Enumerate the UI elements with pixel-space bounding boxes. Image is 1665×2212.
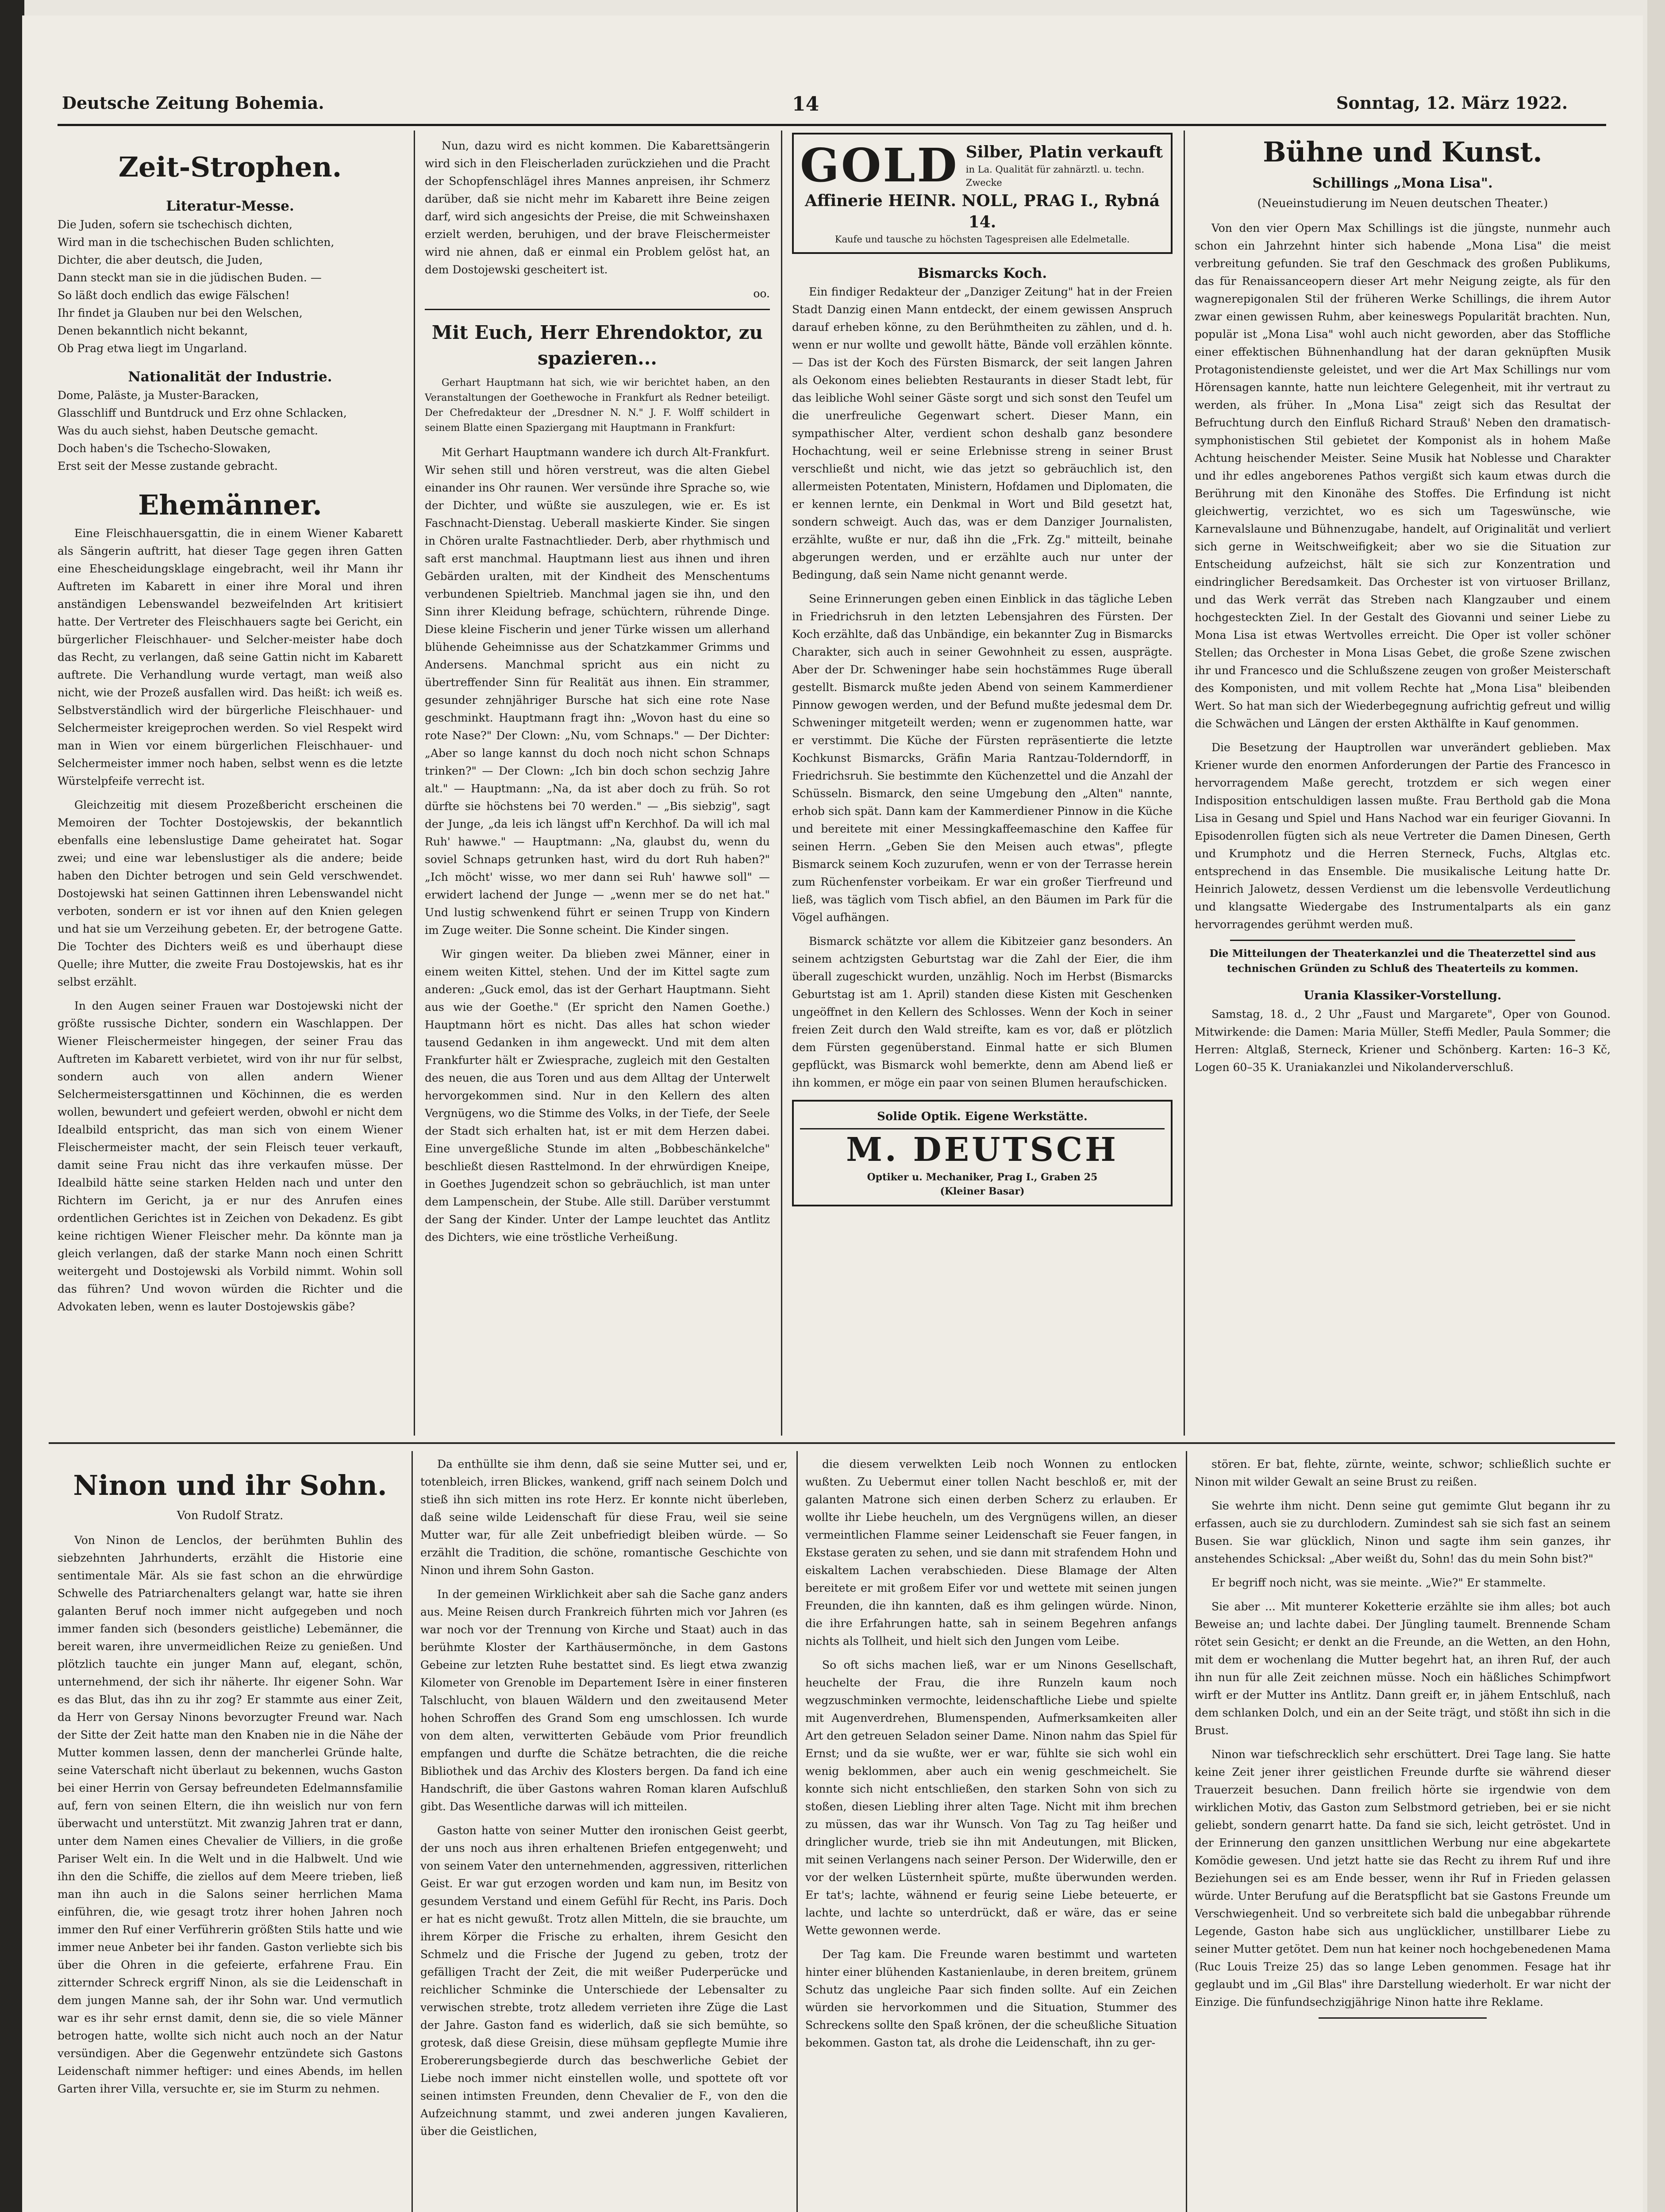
story-title-ninon: Ninon und ihr Sohn. [73,1469,387,1502]
review-paragraph: Von den vier Opern Max Schillings ist die jüngste, nunmehr auch schon ein Jahrzehnt hinter sich habende „Mona Lisa" die meist verbreitung gefunden. Sie traf den Geschmack des großen Publikums, das für Renaissanceopern dieser Art mehr Neigung zeigte, als für den wagnerepigonalen Stil der früheren Werke Schillings, die ihrem Autor zwar einen gewissen Ruhm, aber keineswegs Popularität brachten. Nun, populär ist „Mona Lisa" wohl auch nicht geworden, aber das Stoffliche einer effektischen Bühnenhandlung hat der daran geknüpften Musik Protagonistendienste geleistet, und wer die Art Max Schillings nur vom Hörensagen kannte, hatte nun leichtere Gelegenheit, mit ihr vertraut zu werden, als früher. In „Mona Lisa" zeigt sich das Resultat der Befruchtung durch den Einfluß Richard Strauß' Neben den dramatisch-symphonistischen Stil gebietet der Komponist als in hohem Maße Achtung heischender Meister. Seine Musik hat Noblesse und Charakter und ihr edles angeborenes Pathos vergißt sich kaum etwas durch die Berührung mit den Kinonähe des Stoffes. Die Erfindung ist nicht gleichwertig, verzichtet, wo es sich um Tageswünsche, wie Karnevalslaune und Bühnenzugabe, handelt, auf Originalität und verliert sich gerne in Weitschweifigkeit; aber wo sie die Situation zur Entscheidung aufzeichst, hält sie sich zur Konzentration und eindringlicher Beredsamkeit. Das Orchester ist von virtuoser Brillanz, und das Werk verrät das Streben nach Klangzauber und einem hochgesteckten Ziel. In der Gestalt des Giovanni und seiner Liebe zu Mona Lisa ist etwas Wertvolles erreicht. Die Oper ist voller schöner Stellen; das Orchester in Mona Lisas Gebet, die große Szene zwischen ihr und Francesco und die Schlußszene zeugen von großer Meisterschaft des Komponisten, und mit vollem Rechte hat „Mona Lisa" bleibenden Wert. So hat man sich der Wiederbegegnung aufrichtig gefreut und willig die Schwächen und Längen der ersten Akthälfte in Kauf genommen. [1195,222,1611,730]
column-zeit-strophen [58,137,403,1436]
article-paragraph: Seine Erinnerungen geben einen Einblick in das tägliche Leben in Friedrichsruh in den letzten Lebensjahren des Fürsten. Der Koch erzählte, daß das Unbändige, ein bekannter Zug in Bismarcks Charakter, sich auch in seiner Gewohnheit zu essen, ausprägte. Aber der Dr. Schweninger habe sein hochstämmes Ruge überall gestellt. Bismarck mußte jeden Abend von seinem Kammerdiener Pinnow gewogen werden, und der Befund mußte jedesmal dem Dr. Schweninger mitgeteilt werden; wenn er zugenommen hatte, war er verstimmt. Die Küche der Fürsten repräsentierte die letzte Kochkunst Bismarcks, Gräfin Maria Rantzau-Tolderndorff, in Friedrichsruh. Sie bestimmte den Küchenzettel und die Anzahl der Schüsseln. Bismarck, den seine Umgebung den „Alten" nannte, erhob sich spät. Dann kam der Kammerdiener Pinnow in die Küche und bereitete mit einer Messingkaffeemaschine den Kaffee für seinen Herrn. „Geben Sie den Meisen auch etwas", pflegte Bismarck seinem Koch zuzurufen, wenn er von der Terrasse herein zum Rüchenfenster vorbeikam. Er war ein großer Tierfreund und ließ, was täglich vom Tisch abfiel, an den Bäumen im Park für die Vögel aufhängen. [792,592,1173,924]
feuilleton-column-3 [805,1455,1177,2212]
subheading-nationalitaet: Nationalität der Industrie. [128,369,332,385]
article-paragraph: Mit Gerhart Hauptmann wandere ich durch Alt-Frankfurt. Wir sehen still und hören verstreut, was die alten Giebel einander ins Ohr raunen. Wer versünde ihre Sprache so, wie der Dichter, und wüßte sie auszulegen, wie er. Es ist Faschnacht-Dienstag. Ueberall maskierte Kinder. Sie singen in Chören uralte Fastnachtlieder. Derb, aber rhythmisch und saft erst manchmal. Hauptmann liest aus ihnen und ihren Gebärden uralten, mit der Kindheit des Menschentums verbundenen Spieltrieb. Manchmal jagen sie ihn, und den Sinn ihrer Kleidung befrage, schüchtern, rührende Dinge. Diese kleine Fischerin und jener Türke wissen um allerhand blühende Geheimnisse aus der Schatzkammer Grimms und Andersens. Manchmal spricht aus ein nicht zu übertreffender Sinn für Realität aus ihnen. Ein strammer, gesunder zehnjähriger Bursche hat sich eine rote Nase geschminkt. Hauptmann fragt ihn: „Wovon hast du eine so rote Nase?" Der Clown: „Nu, vom Schnaps." — Der Dichter: „Aber so lange kannst du doch noch nicht schon Schnaps trinken?" — Der Clown: „Ich bin doch schon sechzig Jahre alt." — Hauptmann: „Na, da ist aber doch zu früh. So rot dürfte sie höchstens bei 70 werden." — „Bis siebzig", sagt der Junge, „da leis ich längst uff'n Kerchhof. Da will ich mal Ruh' hawwe." — Hauptmann: „Na, glaubst du, wenn du soviel Schnaps getrunken hast, wird du dort Ruh haben?" „Ich möcht' wisse, wo mer dann sei Ruh' hawwe soll" — erwidert lachend der Junge — „wenn mer se do net hat." Und lustig schwenkend führt er seinen Trupp von Kindern im Zuge weiter. Die Sonne scheint. Die Kinder singen. [425,446,770,937]
article-paragraph: Eine Fleischhauersgattin, die in einem Wiener Kabarett als Sängerin auftritt, hat dieser Tage gegen ihren Gatten eine Ehescheidungsklage eingebracht, weil ihr Mann ihr Auftreten im Kabarett in einer ihre Moral und ihren anständigen Lebenswandel bezweifelnden Art kritisiert hatte. Der Vertreter des Fleischhauers sagte bei Gericht, ein bürgerlicher Fleischhauer- und Selcher-meister habe doch das Recht, zu verlangen, daß seine Gattin nicht im Kabarett auftrete. Die Verhandlung wurde vertagt, man weiß also nicht, wie der Prozeß ausfallen wird. Das heißt: ich weiß es. Selbstverständlich wird der bürgerliche Fleischhauer- und Selchermeister kreigeprochen werden. So viel Respekt wird man in Wien vor einem bürgerlichen Fleischhauer- und Selchermeister immer noch haben, selbst wenn es die letzte Würstelpfeife verrecht ist. [58,527,403,787]
story-paragraph: Er begriff noch nicht, was sie meinte. „Wie?" Er stammelte. [1211,1576,1546,1589]
header-rule [58,124,1606,126]
optik-ad-slogan: Solide Optik. Eigene Werkstätte. [800,1108,1165,1129]
story-paragraph: Ninon war tiefschrecklich sehr erschüttert. Drei Tage lang. Sie hatte keine Zeit jener ihrer geistlichen Freunde durfte sie während dieser Trauerzeit besuchen. Dann freilich hörte sie irgendwie von dem wirklichen Motiv, das Gaston zum Selbstmord getrieben, bei er sie nicht geliebt, sondern genarrt hatte. Da fand sie sich, leicht getröstet. Und in der Erinnerung den ganzen unsittlichen Werbung nur eine abgekartete Komödie gewesen. Und jetzt hatte sie das Recht zu ihrem Ruf und ihre Beziehungen sei es am Ende besser, wenn ihr Ruf in Frieden gelassen würde. Unter Berufung auf die Beratspflicht bat sie Gastons Freunde um Verschwiegenheit. Und so verbreitete sich bald die unbegabbar rührende Legende, Gaston habe sich aus unglücklicher, unstillbarer Liebe zu seiner Mutter getötet. Dem nun hat keiner noch hochgebenedenen Mama (Ruc Louis Treize 25) das so lange Leben genommen. Fesage hat ihr geglaubt und im „Gil Blas" ihre Darstellung wiederholt. Er war nicht der Einzige. Die fünfundsechzigjährige Ninon hatte ihre Reklame. [1195,1748,1611,2008]
review-subtitle: (Neueinstudierung im Neuen deutschen Theater.) [1257,197,1548,210]
story-paragraph: Da enthüllte sie ihm denn, daß sie seine Mutter sei, und er, totenbleich, irren Blickes, wankend, griff nach seinem Dolch und stieß ihn sich mitten ins rote Herz. Er konnte nicht überleben, daß seine wilde Leidenschaft für diese Frau, weil sie seine Mutter war, für alle Zeit unbefriedigt bleiben würde. — So erzählt die Tradition, die schöne, romantische Geschichte von Ninon und ihrem Sohn Gaston. [420,1458,788,1577]
column-divider [796,1451,798,2212]
poem-literatur-messe: Die Juden, sofern sie tschechisch dichten, Wird man in die tschechischen Buden schlichten, Dichter, die aber deutsch, die Juden, Dann steckt man sie in die jüdischen Buden. — So läßt doch endlich das ewige Fälschen! Ihr findet ja Glauben nur bei den Welschen, Denen bekanntlich nicht bekannt, Ob Prag etwa liegt im Ungarland. [58,218,335,355]
article-intro: Gerhart Hauptmann hat sich, wie wir berichtet haben, an den Veranstaltungen der Goethewoche in Frankfurt als Redner beteiligt. Der Chefredakteur der „Dresdner N. N." J. F. Wolff schildert in seinem Blatte einen Spaziergang mit Hauptmann in Frankfurt: [425,377,770,434]
masthead-date: Sonntag, 12. März 1922. [1336,93,1568,113]
column-buehne-und-kunst [1195,133,1611,1436]
column-bismarck [792,133,1173,1436]
story-paragraph: Sie aber ... Mit munterer Koketterie erzählte sie ihm alles; bot auch Beweise an; und lachte dabei. Der Jüngling taumelt. Brennende Scham rötet sein Gesicht; er denkt an die Freunde, an die Wetten, an den Hohn, mit dem er wochenlang die Mutter begehrt hat, an ihren Ruf, der auch ihn nun für alle Zeit zeichnen müsse. Noch ein häßliches Schimpfwort wirft er der Mutter ins Antlitz. Dann greift er, in jähem Entschluß, nach dem schlanken Dolch, und ein an der Seite trägt, und stößt ihn sich in die Brust. [1195,1600,1611,1737]
review-title: Schillings „Mona Lisa". [1312,175,1493,191]
optik-ad-name: M. DEUTSCH [846,1131,1119,1169]
gold-ad-quality: in La. Qualität für zahnärztl. u. techn. Zwecke [965,164,1145,188]
subheading-literatur-messe: Literatur-Messe. [166,198,294,214]
story-paragraph: Sie wehrte ihm nicht. Denn seine gut gemimte Glut begann ihr zu erfassen, auch sie zu durchlodern. Zumindest sah sie sich fast an seinem Busen. Sie war glücklich, Ninon und sagte ihm sein ganzes, ihr anstehendes Schicksal: „Aber weißt du, Sohn! das du mein Sohn bist?" [1195,1499,1611,1565]
article-paragraph: Gleichzeitig mit diesem Prozeßbericht erscheinen die Memoiren der Tochter Dostojewskis, der bekanntlich ebenfalls eine lebenslustige Dame geheiratet hat. Sogar zwei; und eine war lebenslustiger als die andere; beide haben den Dichter betrogen und sein Geld verschwendet. Dostojewski hat seinen Gattinnen ihren Lebenswandel nicht verboten, sondern er ist vor ihnen auf den Knien gelegen und hat sie um Verzeihung gebeten. Er, der betrogene Gatte. Die Tochter des Dichters weiß es und überhaupt diese Quelle; ihre Mutter, die zweite Frau Dostojewskis, hat es ihr selbst erzählt. [58,799,403,988]
article-paragraph: In den Augen seiner Frauen war Dostojewski nicht der größte russische Dichter, sondern ein Waschlappen. Der Wiener Fleischermeister hingegen, der seiner Frau das Auftreten im Kabarett verbietet, wird von ihr nur für selbst, sondern auch von allen andern Wiener Selchermeistersgattinnen und Köchinnen, die es werden wollen, bewundert und gefeiert werden, obwohl er nicht dem Idealbild entspricht, das man sich von einem Wiener Fleischermeister macht, der sein Fleisch teuer verkauft, damit seine Frau nicht das ihre verkaufen müsse. Der Idealbild hätte seine starken Helden nach und unter den Richtern im Gericht, ja er nur des Anrufen eines ordentlichen Gerichtes ist in Zeichen von Dekadenz. Es gibt keine richtigen Wiener Fleischer mehr. Da könnte man ja gleich verlangen, daß der starke Mann noch einen Schritt weitergeht und Dostojewski als Vorbild nimmt. Wohin soll das führen? Und wovon würden die Richter und die Advokaten leben, wenn es lauter Dostojewskis gäbe? [58,999,403,1313]
page-number: 14 [792,93,819,115]
scan-right-edge [1647,0,1665,2212]
feuilleton-divider [49,1442,1615,1444]
feuilleton-column-2 [420,1455,788,2212]
column-divider [414,131,415,1436]
optik-advertisement [792,1100,1173,1206]
column-divider [411,1451,413,2212]
story-paragraph: Von Ninon de Lenclos, der berühmten Buhlin des siebzehnten Jahrhunderts, erzählt die Historie eine sentimentale Mär. Als sie fast schon an die ehrwürdige Schwelle des Patriarchenalters gelangt war, hatte sie ihren galanten Beruf noch immer nicht aufgegeben und noch immer fanden sich (besonders geistliche) Lebemänner, die bereit waren, ihre unvermeidlichen Reize zu genießen. Und plötzlich tauchte ein junger Mann auf, elegant, schön, unternehmend, der sich ihr näherte. Ihr eigener Sohn. War es das Blut, das ihn zu ihr zog? Er stammte aus einer Zeit, da Herr von Gersay Ninons bevorzugter Freund war. Nach der Sitte der Zeit hatte man den Knaben nie in die Nähe der Mutter kommen lassen, denn der mancherlei Gründe halte, seine Vaterschaft nicht überlaut zu bekennen, wuchs Gaston bei einer Herrin von Gersay befreundeten Edelmannsfamilie auf, fern von seinen Eltern, die ihn weislich nur von fern überwacht und unterstützt. Mit zwanzig Jahren trat er dann, unter dem Namen eines Chevalier de Villiers, in die große Pariser Welt ein. In die Welt und in die Halbwelt. Und wie ihn den die Schiffe, die ziellos auf dem Meere trieben, ließ man ihn auch in die Salons seiner herrlichen Mama einführen, die, wie gesagt trotz ihrer hohen Jahren noch immer den Ruf einer Verführerin größten Stils hatte und wie immer neue Anbeter bei ihr fanden. Gaston verliebte sich bis über die Ohren in die gefeierte, erfahrene Frau. Ein zitternder Schreck ergriff Ninon, als sie die Leidenschaft in dem jungen Manne sah, der ihr Sohn war. Und vermutlich war es ihr sehr ernst damit, denn sie, die so viele Männer betrogen hatte, wollte sich nicht auch noch an der Natur versündigen. Aber die Gegenwehr entzündete sich Gastons Leidenschaft nimmer heftiger: und eines Abends, im hellen Garten ihrer Villa, versuchte er, sie im Sturm zu nehmen. [58,1534,403,2095]
column-divider [1184,131,1185,1436]
gold-ad-header [800,138,1165,192]
urania-text: Samstag, 18. d., 2 Uhr „Faust und Margarete", Oper von Gounod. Mitwirkende: die Damen: Maria Müller, Steffi Medler, Paula Sommer; die Herren: Altglaß, Sterneck, Kriener und Schönberg. Karten: 16–3 Kč, Logen 60–35 K. Uraniakanzlei und Nikolanderverschluß. [1195,1008,1611,1074]
gold-ad-title: GOLD [800,138,959,192]
column-divider [1186,1451,1187,2212]
feuilleton-column-1 [58,1455,403,2212]
poem-nationalitaet: Dome, Paläste, ja Muster-Baracken, Glasschliff und Buntdruck und Erz ohne Schlacken, Was du auch siehst, haben Deutsche gemacht. Doch haben's die Tschecho-Slowaken, Erst seit der Messe zustande gebracht. [58,389,347,472]
optik-ad-location: (Kleiner Basar) [940,1186,1025,1197]
review-paragraph: Die Besetzung der Hauptrollen war unverändert geblieben. Max Kriener wurde den enormen Anforderungen der Partie des Francesco in hervorragendem Maße gerecht, trotzdem er sich wegen einer Indisposition entschuldigen lassen mußte. Frau Berthold gab die Mona Lisa in Gesang und Spiel und Hans Nachod war ein feuriger Giovanni. In Episodenrollen fügten sich als neue Vertreter die Damen Dinesen, Gerth und Krumphotz und die Herren Sterneck, Fuchs, Altglas etc. entsprechend in das Ensemble. Die musikalische Leitung hatte Dr. Heinrich Jalowetz, dessen Verdienst um die lebensvolle Verdeutlichung und klangsatte Wiedergabe des Instrumentalparts als ein ganz hervorragendes gerühmt werden muß. [1195,741,1611,931]
gold-ad-address: Affinerie HEINR. NOLL, PRAG I., Rybná 14. [805,192,1160,231]
article-paragraph: Ein findiger Redakteur der „Danziger Zeitung" hat in der Freien Stadt Danzig einen Mann entdeckt, der einem gewissen Anspruch darauf erheben könne, zu den Berühmtheiten zu zählen, und d. h. wenn er nur wollte und gewollt hätte, Bände voll erzählen könnte. — Das ist der Koch des Fürsten Bismarck, der seit langen Jahren als Oekonom eines beliebten Restaurants in dieser Stadt lebt, für das leibliche Wohl seiner Gäste sorgt und sich sonst den Teufel um die unerfreuliche Gegenwart schert. Dieser Mann, ein sympathischer Alter, verdient schon deshalb ganz besondere Hochachtung, weil er seine Erlebnisse streng in seiner Brust verschließt und nicht, wie das jetzt so gebräuchlich ist, den allermeisten Potentaten, Ministern, Hofdamen und Diplomaten, die er kennen lernte, ein Denkmal in Wort und Bild gesetzt hat, sondern schweigt. Auch das, was er dem Danziger Journalisten, erzählte, wußte er nur, daß ihn die „Frk. Zg." mitteilt, beinahe abgerungen werden, und er erzählte auch nur unter der Bedingung, daß sein Name nicht genannt werde. [792,285,1173,581]
article-title-ehrendoktor: Mit Euch, Herr Ehrendoktor, zu spazieren... [431,322,763,369]
story-byline: Von Rudolf Stratz. [177,1509,284,1522]
gold-ad-note: Kaufe und tausche zu höchsten Tagespreisen alle Edelmetalle. [834,234,1130,245]
article-title-bismarck: Bismarcks Koch. [917,265,1047,281]
masthead-left: Deutsche Zeitung Bohemia. [62,93,324,113]
column-ehrendoktor [425,137,770,1436]
story-paragraph: Der Tag kam. Die Freunde waren bestimmt und warteten hinter einer blühenden Kastanienlaube, in deren breitem, grünem Schutz das ungleiche Paar sich finden sollte. Auf ein Zeichen würden sie hervorkommen und die Situation, Stummer des Schreckens sollte den Spaß krönen, der die scheußliche Situation bekommen. Gaston tat, als drohe die Leidenschaft, ihn zu ger- [805,1948,1177,2049]
article-separator [425,309,770,310]
urania-title: Urania Klassiker-Vorstellung. [1304,989,1502,1002]
theater-notice: Die Mitteilungen der Theaterkanzlei und die Theaterzettel sind aus technischen Gründen zu Schluß des Theaterteils zu kommen. [1209,948,1596,975]
story-paragraph: In der gemeinen Wirklichkeit aber sah die Sache ganz anders aus. Meine Reisen durch Frankreich führten mich vor Jahren (es war noch vor der Trennung von Kirche und Staat) auch in das berühmte Kloster der Karthäusermönche, in dem Gastons Gebeine zur letzten Ruhe bestattet sind. Es liegt etwa zwanzig Kilometer von Grenoble im Departement Isère in einer finsteren Talschlucht, von blauen Wäldern und den zweitausend Meter hohen Schroffen des Grand Som eng umschlossen. Ich wurde von dem alten, verwitterten Gebäude vom Prior freundlich empfangen und durfte die Schätze betrachten, die die reiche Bibliothek und das Archiv des Klosters bergen. Da fand ich eine Handschrift, die über Gastons wahren Roman klaren Aufschluß gibt. Das Wesentliche darwas will ich mitteilen. [420,1588,788,1813]
story-paragraph: So oft sichs machen ließ, war er um Ninons Gesellschaft, heuchelte der Frau, die ihre Runzeln kaum noch wegzuschminken vermochte, leidenschaftliche Liebe und spielte mit Augenverdrehen, Blumenspenden, Aufmerksamkeiten aller Art den getreuen Seladon seiner Dame. Ninon nahm das Spiel für Ernst; und da sie wußte, wer er war, fühlte sie sich wohl ein wenig beklommen, aber auch ein wenig geschmeichelt. Sie konnte sich nicht entschließen, den starken Sohn von sich zu stoßen, diesen Liebling ihrer alten Tage. Nicht mit ihm brechen zu müssen, das war ihr Wunsch. Von Tag zu Tag heißer und dringlicher wurde, trieb sie ihn mit Andeutungen, mit Blicken, mit seinen Verlangens nach seiner Person. Der Widerwille, den er vor der welken Lüsternheit spürte, mußte überwunden werden. Er tat's; lachte, wähnend er feurig seine Liebe beteuerte, er lachte, und lachte so unterdrückt, daß er wäre, das er seine Wette gewonnen werde. [805,1659,1177,1937]
story-paragraph: Gaston hatte von seiner Mutter den ironischen Geist geerbt, der uns noch aus ihren erhaltenen Briefen entgegenweht; und von seinem Vater den unternehmenden, aggressiven, ritterlichen Geist. Er war gut erzogen worden und kam nun, im Besitz von gesundem Verstand und einem Gefühl für Recht, ins Paris. Doch er hat es nicht gewußt. Trotz allen Mitteln, die sie brauchte, um ihrem Körper die Frische zu erhalten, ihrem Gesicht den Schmelz und die Frische der Jugend zu geben, trotz der gefälligen Tracht der Zeit, die mit weißer Puderperücke und reichlicher Schminke die Unterschiede der Lebensalter zu verwischen strebte, trotz alledem verrieten ihre Züge die Last der Jahre. Gaston fand es widerlich, daß sie sich bemühte, so grotesk, daß diese Greisin, diese mühsam gepflegte Mumie ihre Erobererungsbegierde durch das beschwerliche Gebiet der Liebe noch immer nicht einstellen wolle, und spottete oft vor seinen intimsten Freunden, denn Chevalier de F., von den die Aufzeichnung stammt, und zwei anderen jungen Kavalieren, über die Geistlichen, [420,1824,788,2138]
scan-dark-edge [0,0,24,2212]
column-divider [781,131,782,1436]
story-paragraph: stören. Er bat, flehte, zürnte, weinte, schwor; schließlich suchte er Ninon mit wilder Gewalt an seine Brust zu reißen. [1195,1458,1611,1488]
optik-ad-address: Optiker u. Mechaniker, Prag I., Graben 25 [867,1171,1098,1183]
article-title-zeit-strophen: Zeit-Strophen. [118,151,342,183]
story-end-rule [1319,2017,1487,2019]
story-paragraph: die diesem verwelkten Leib noch Wonnen zu entlocken wußten. Zu Uebermut einer tollen Nacht beschloß er, mit der galanten Matrone sich einen derben Scherz zu erlauben. Er wollte ihr Liebe heucheln, um des Vergnügens willen, an dieser vermeintlichen Flamme seiner Leidenschaft sie Feuer fangen, in Ekstase geraten zu sehen, und sie dann mit strafendem Hohn und eiskaltem Lachen verabschieden. Diese Blamage der Alten bereitete er mit großem Eifer vor und wettete mit seinen jungen Freunden, die ihn kannten, daß es ihm gelingen würde. Ninon, die ihre Erfahrungen hatte, sah in seinem Begehren anfangs nichts als Tollheit, und hielt sich den Jungen vom Leibe. [805,1458,1177,1647]
feuilleton-column-4 [1195,1455,1611,2212]
article-continuation: Nun, dazu wird es nicht kommen. Die Kabarettsängerin wird sich in den Fleischerladen zurückziehen und die Pracht der Schopfenschlägel ihres Mannes anpreisen, ihr Schmerz darüber, daß sie nicht mehr im Kabarett ihre Beine zeigen darf, wird sich angesichts der Preise, die mit Schweinshaxen erzielt werden, beruhigen, und der brave Fleischermeister wird nie ahnen, daß er einmal ein Problem gelöst hat, an dem Dostojewski gescheitert ist. [425,139,770,276]
article-signature: oo. [753,287,770,300]
gold-ad-metals [966,142,1165,189]
section-separator [1230,940,1575,941]
article-paragraph: Wir gingen weiter. Da blieben zwei Männer, einer in einem weiten Kittel, stehen. Und der im Kittel sagte zum anderen: „Guck emol, das ist der Gerhart Hauptmann. Sieht aus wie der Goethe." (Er spricht den Namen Goethe.) Hauptmann hört es nicht. Das alles hat schon wieder tausend Gedanken in ihm angeweckt. Und mit dem alten Frankfurter hält er Zwiesprache, zugleich mit den Gestalten des neuen, die aus Toren und aus dem Alltag der Unterwelt hervorgekommen sind. Nur in den Kellern des alten Vergnügens, wo die Stimme des Volks, in der Tiefe, der Seele der Stadt sich erhalten hat, ist er mit dem Herzen dabei. Eine unvergeßliche Stunde im alten „Bobbeschänkelche" beschließt diesen Rasttelmond. In der ehrwürdigen Kneipe, in Goethes Jugendzeit schon so gebräuchlich, ist man unter dem Lampenschein, der Stube. Alle still. Darüber verstummt der Sang der Kinder. Unter der Lampe leuchtet das Antlitz des Dichters, wie eine tröstliche Verheißung. [425,948,770,1244]
gold-advertisement [792,133,1173,254]
article-title-ehemaenner: Ehemänner. [138,489,322,521]
section-title-buehne: Bühne und Kunst. [1263,136,1542,168]
gold-ad-line: Silber, Platin verkauft [965,143,1163,161]
article-paragraph: Bismarck schätzte vor allem die Kibitzeier ganz besonders. An seinem achtzigsten Geburtstag war die Zahl der Eier, die ihm überall zugeschickt wurden, unzählig. Noch im Herbst (Bismarcks Geburtstag ist am 1. April) standen diese Kisten mit Geschenken ungeöffnet in den Kellern des Schlosses. Wenn der Koch in seiner freien Zeit durch den Wald streifte, kam es vor, daß er plötzlich dem Fürsten gegenüberstand. Einmal hatte er sich Blumen gepflückt, was Bismarck wohl bemerkte, denn am Abend ließ er ihn kommen, er möge ein paar von seinen Blumen heraufschicken. [792,935,1173,1089]
